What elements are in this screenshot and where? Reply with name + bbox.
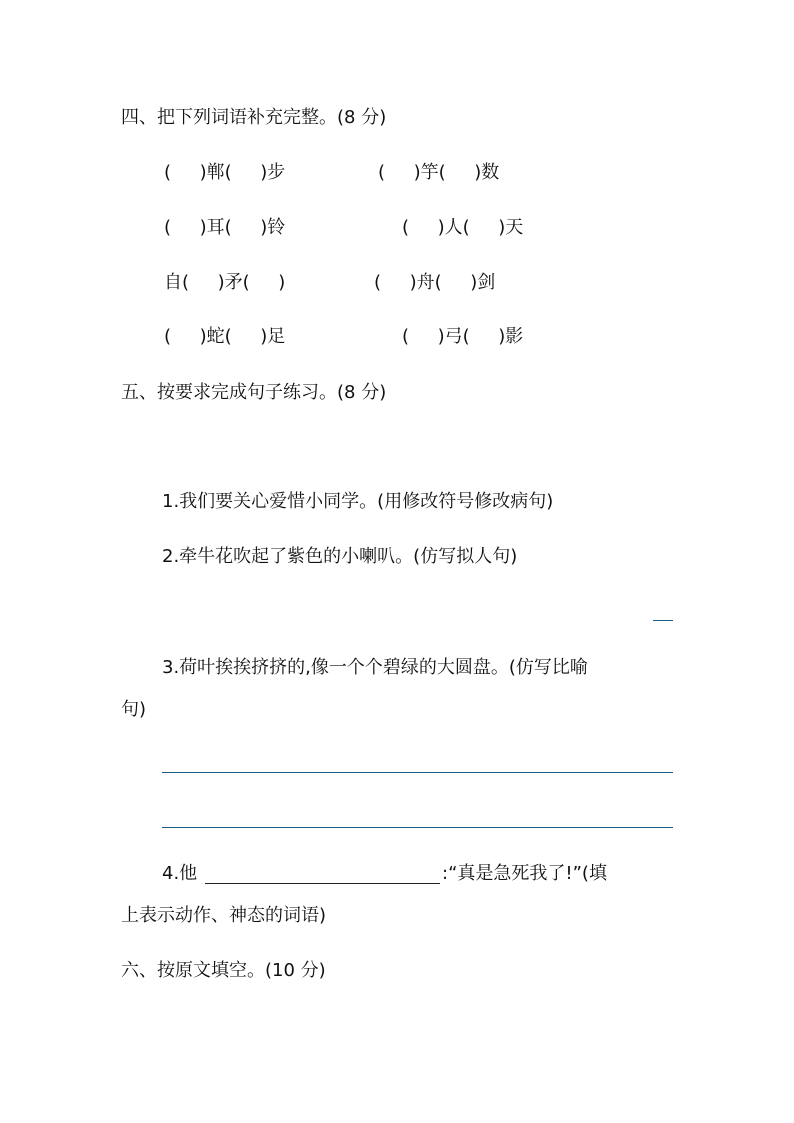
answer-line-q3-1[interactable] bbox=[162, 772, 673, 773]
question-5-2: 2.牵牛花吹起了紫色的小喇叭。(仿写拟人句) bbox=[162, 546, 518, 567]
idiom-8: ( )弓( )影 bbox=[402, 326, 524, 347]
idiom-3: ( )耳( )铃 bbox=[164, 217, 286, 238]
fill-blank-q4[interactable] bbox=[205, 883, 440, 884]
idiom-4: ( )人( )天 bbox=[402, 217, 524, 238]
question-5-3-cont: 句) bbox=[121, 699, 147, 720]
question-5-3: 3.荷叶挨挨挤挤的,像一个个碧绿的大圆盘。(仿写比喻 bbox=[162, 657, 588, 678]
idiom-6: ( )舟( )剑 bbox=[374, 272, 496, 293]
question-5-1: 1.我们要关心爱惜小同学。(用修改符号修改病句) bbox=[162, 491, 554, 512]
section-6-heading: 六、按原文填空。(10 分) bbox=[121, 960, 326, 981]
idiom-5: 自( )矛( ) bbox=[164, 272, 286, 293]
idiom-7: ( )蛇( )足 bbox=[164, 326, 286, 347]
answer-line-q3-2[interactable] bbox=[162, 827, 673, 828]
question-5-4-cont: 上表示动作、神态的词语) bbox=[121, 905, 327, 926]
question-5-4-prefix: 4.他 bbox=[162, 863, 198, 884]
question-5-4-suffix: :“真是急死我了!”(填 bbox=[442, 863, 607, 884]
section-4-heading: 四、把下列词语补充完整。(8 分) bbox=[121, 107, 387, 128]
idiom-1: ( )郸( )步 bbox=[164, 162, 286, 183]
idiom-2: ( )竽( )数 bbox=[378, 162, 500, 183]
answer-line-q2[interactable] bbox=[653, 620, 673, 621]
section-5-heading: 五、按要求完成句子练习。(8 分) bbox=[121, 382, 387, 403]
